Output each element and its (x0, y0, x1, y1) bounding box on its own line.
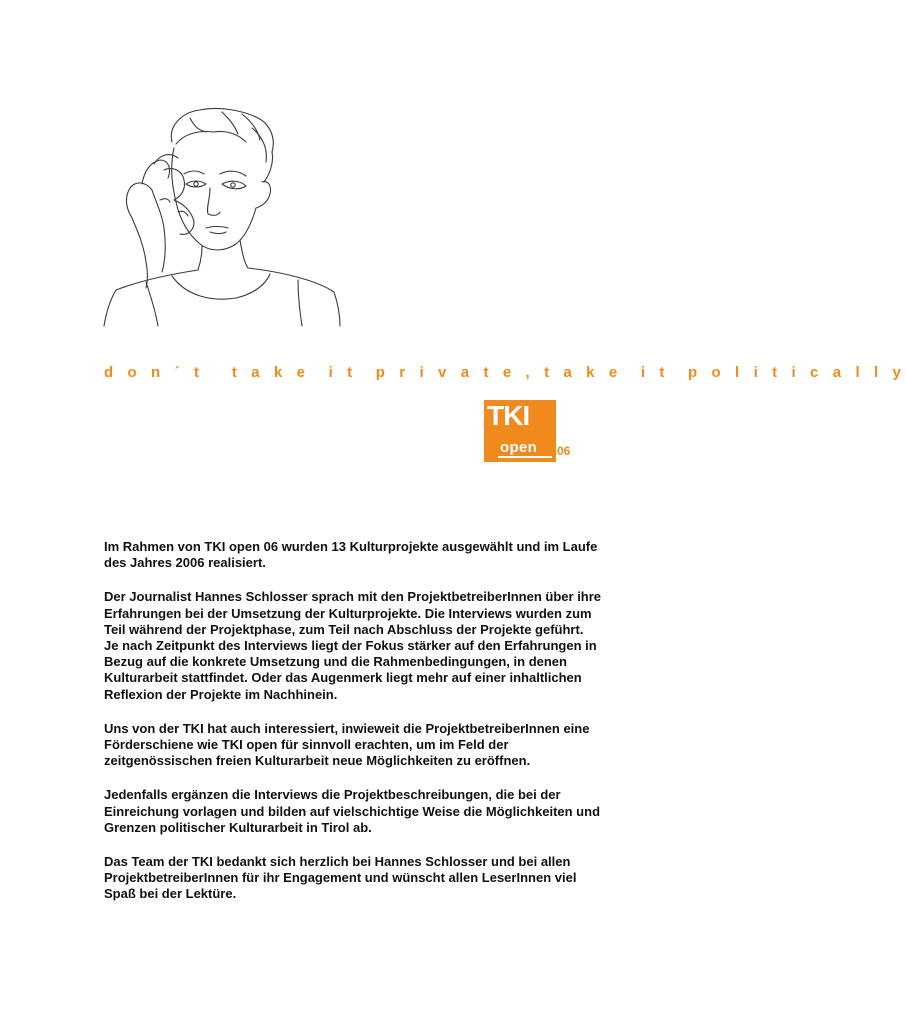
paragraph-thanks: Das Team der TKI bedankt sich herzlich bei Hannes Schlosser und bei allen ProjektbetreiberInnen für ihr Engagement und wünscht allen LeserInnen viel Spaß bei der Lektüre. (104, 854, 577, 902)
paragraph-descriptions: Jedenfalls ergänzen die Interviews die Projektbeschreibungen, die bei der Einreichung vorlagen und bilden auf vielschichtige Weise die Möglichkeiten und Grenzen politischer Kulturarbeit in Tirol ab. (104, 787, 601, 835)
sketch-portrait-drawing-icon (102, 104, 402, 328)
paragraph-intro: Im Rahmen von TKI open 06 wurden 13 Kulturprojekte ausgewählt und im Laufe des Jahres 2006 realisiert. (104, 539, 598, 571)
body-text (104, 539, 624, 921)
paragraph-interviews: Der Journalist Hannes Schlosser sprach mit den ProjektbetreiberInnen über ihre Erfahrungen bei der Umsetzung der Kulturprojekte. Die Interviews wurden zum Teil während der Projektphase, zum Teil nach Abschluss der Projekte geführt. Je nach Zeitpunkt des Interviews liegt der Fokus stärker auf den Erfahrungen in Bezug auf die konkrete Umsetzung und die Rahmenbedingungen, in denen Kulturarbeit stattfindet. Oder das Augenmerk liegt mehr auf einer inhaltlichen Reflexion der Projekte im Nachhinein. (104, 589, 602, 702)
tagline: d o n ´ t t a k e i t p r i v a t e , t a k e i t p o l i t i c a l l y (104, 364, 906, 381)
tki-open-logo (484, 400, 578, 462)
logo-brand-text: TKI (487, 400, 530, 431)
paragraph-funding: Uns von der TKI hat auch interessiert, inwieweit die ProjektbetreiberInnen eine Förderschiene wie TKI open für sinnvoll erachten, um im Feld der zeitgenössischen freien Kulturarbeit neue Möglichkeiten zu eröffnen. (104, 720, 590, 769)
portrait-illustration (102, 104, 402, 328)
logo-open-text: open (500, 439, 538, 456)
logo-underline (498, 456, 552, 458)
logo-number: 06 (557, 444, 571, 458)
